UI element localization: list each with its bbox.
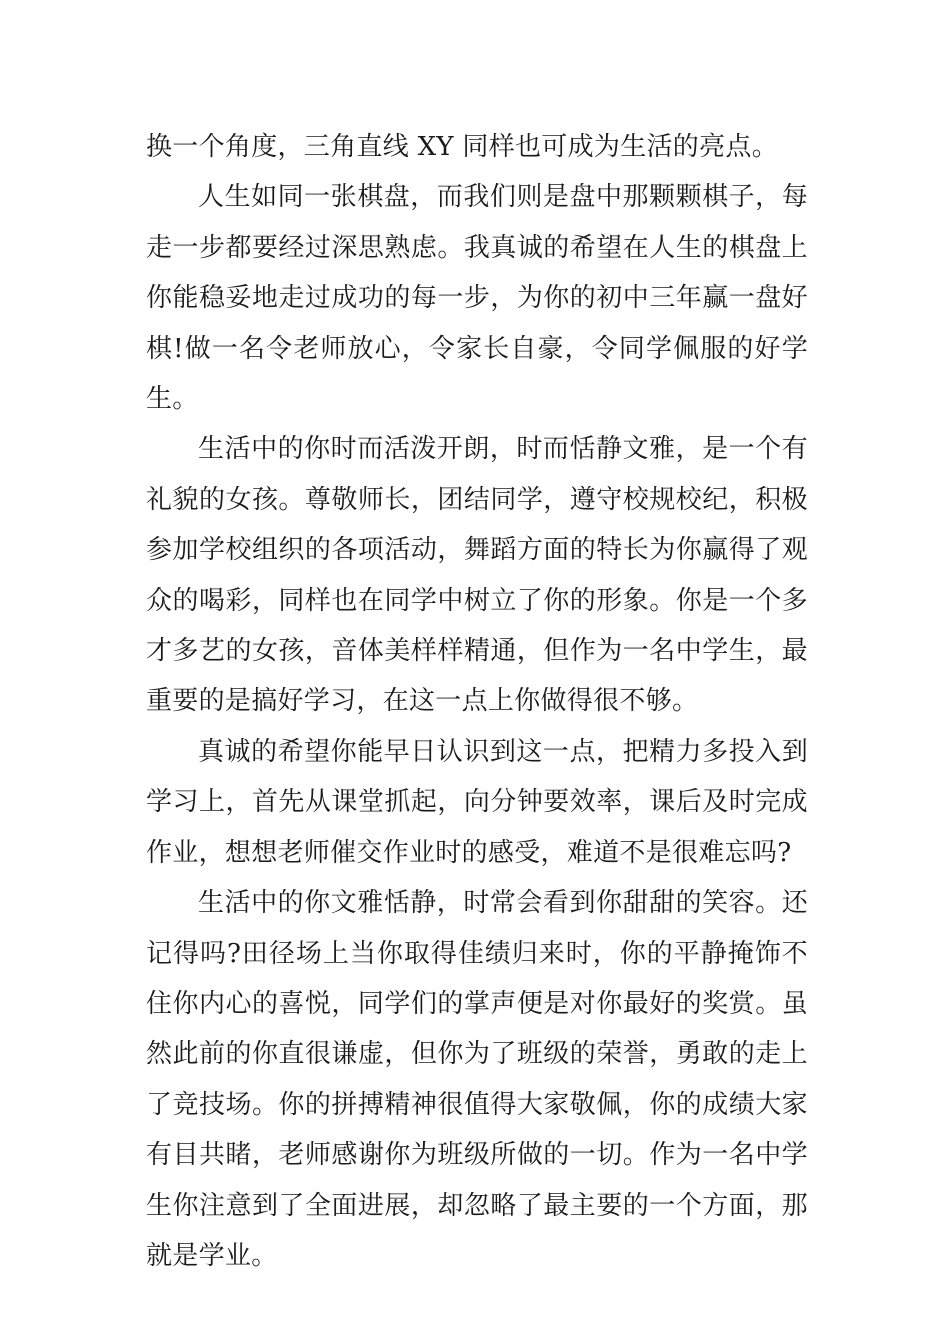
paragraph-2: 人生如同一张棋盘，而我们则是盘中那颗颗棋子，每走一步都要经过深思熟虑。我真诚的希望在人生的棋盘上你能稳妥地走过成功的每一步，为你的初中三年赢一盘好棋!做一名令老师放心，令家长自豪，令同学佩服的好学生。 xyxy=(146,182,808,415)
paragraph-5: 生活中的你文雅恬静，时常会看到你甜甜的笑容。还记得吗?田径场上当你取得佳绩归来时，你的平静掩饰不住你内心的喜悦，同学们的掌声便是对你最好的奖赏。虽然此前的你直很谦虚，但你为了班级的荣誉，勇敢的走上了竞技场。你的拼搏精神很值得大家敬佩，你的成绩大家有目共睹，老师感谢你为班级所做的一切。作为一名中学生你注意到了全面进展，却忽略了最主要的一个方面，那就是学业。 xyxy=(146,888,808,1271)
paragraph-3: 生活中的你时而活泼开朗，时而恬静文雅，是一个有礼貌的女孩。尊敬师长，团结同学，遵守校规校纪，积极参加学校组织的各项活动，舞蹈方面的特长为你赢得了观众的喝彩，同样也在同学中树立了你的形象。你是一个多才多艺的女孩，音体美样样精通，但作为一名中学生，最重要的是搞好学习，在这一点上你做得很不够。 xyxy=(146,434,808,717)
paragraph-4: 真诚的希望你能早日认识到这一点，把精力多投入到学习上，首先从课堂抓起，向分钟要效率，课后及时完成作业，想想老师催交作业时的感受，难道不是很难忘吗? xyxy=(146,736,808,868)
document-body xyxy=(146,122,808,1281)
paragraph-1: 换一个角度，三角直线 XY 同样也可成为生活的亮点。 xyxy=(146,132,779,162)
